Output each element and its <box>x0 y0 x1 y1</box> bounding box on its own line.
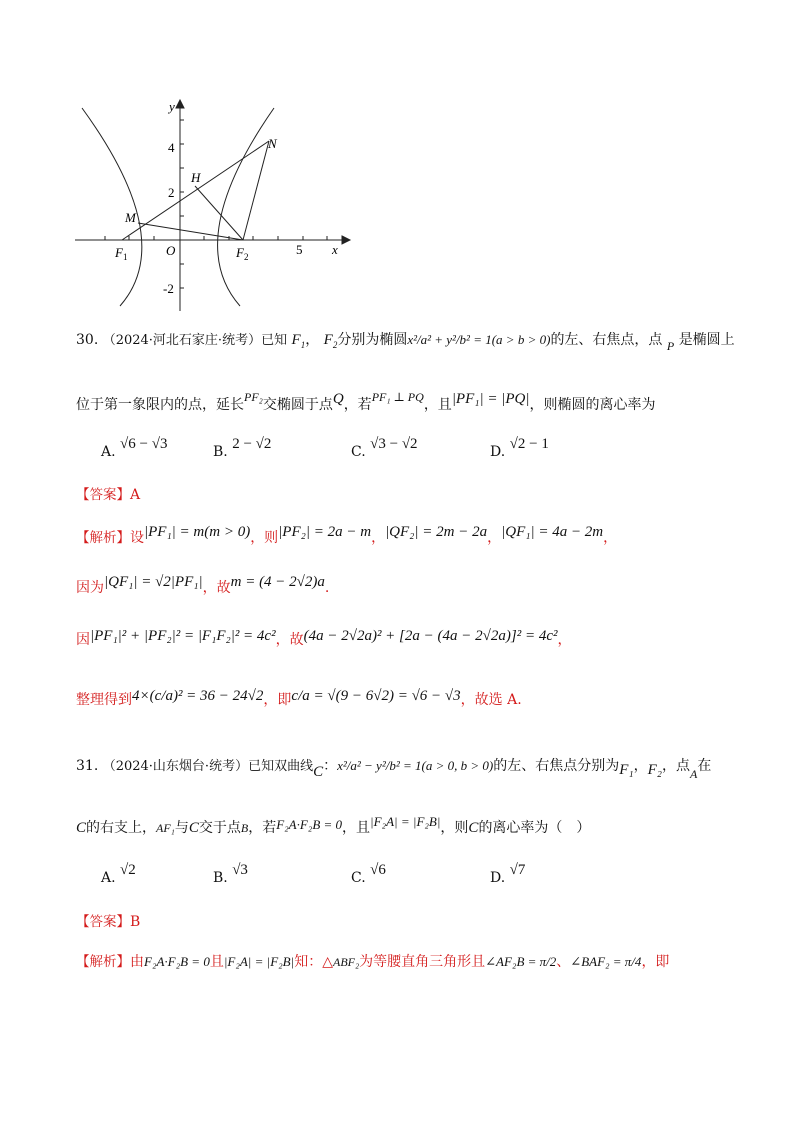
q31-line2-e: ，且 <box>342 820 371 836</box>
q30-sol1-a: 设 <box>130 530 144 546</box>
q31-abs-eq: |F₂A| = |F₂B| <box>370 814 441 829</box>
q30-point-p: P <box>666 339 675 353</box>
q31-option-b-value: √3 <box>232 862 248 878</box>
axis-label-x: x <box>332 242 338 257</box>
q31-answer <box>76 912 140 932</box>
q30-sol1-m3: |QF₂| = 2m − 2a <box>385 524 488 540</box>
q30-option-b <box>213 436 272 461</box>
q31-dot-eq: F₂A·F₂B = 0 <box>276 817 343 832</box>
q30-abs-eq: |PF₁| = |PQ| <box>451 391 530 407</box>
tick-label-y2: 2 <box>168 185 175 200</box>
q31-solution-line1 <box>76 952 669 972</box>
q30-line2 <box>76 390 656 415</box>
q31-line2-c: 交于点 <box>198 820 241 836</box>
q31-sol1-f: ，即 <box>641 954 670 970</box>
q31-option-d <box>490 862 526 887</box>
q31-sol1-m2: |F₂A| = |F₂B| <box>223 954 295 969</box>
q30-sol3-c: ， <box>557 632 572 648</box>
q30-number: 30. <box>76 332 99 348</box>
q30-sol1-m4: |QF₁| = 4a − 2m <box>501 524 604 540</box>
q31-option-c-value: √6 <box>370 862 386 878</box>
point-label-h: H <box>191 170 201 185</box>
q30-sol2-a: 因为 <box>76 580 104 596</box>
point-label-f1: $F_1$ <box>115 245 128 262</box>
q30-sol1-c: ， <box>371 530 386 546</box>
q31-option-a-value: √2 <box>120 862 136 878</box>
q31-sol1-c: 知：△ <box>294 954 333 970</box>
q30-sol1-b: ，则 <box>250 530 279 546</box>
q31-line2-c-symbol: C <box>76 820 87 836</box>
q31-sol1-a: 由 <box>130 954 144 970</box>
q31-sol1-m4: ∠AF₂B = π/2 <box>485 954 557 969</box>
q31-f1: F₁ <box>619 762 634 778</box>
q31-option-d-value: √7 <box>509 862 526 878</box>
q31-answer-tag: 【答案】 <box>76 914 130 930</box>
q30-solution-line3 <box>76 630 571 650</box>
q31-sep: ， <box>633 758 648 774</box>
axis-label-y: y <box>169 99 175 114</box>
q30-option-c <box>351 436 418 461</box>
q30-sol4-m2: c/a = √(9 − 6√2) = √6 − √3 <box>291 688 461 704</box>
q31-line2-d: ，若 <box>248 820 277 836</box>
hyperbola-figure <box>70 96 360 316</box>
q30-sol4-m1: 4×(c/a)² = 36 − 24√2 <box>132 688 264 704</box>
q31-line2-c-symbol-2: C <box>188 820 199 836</box>
q31-c: C <box>313 764 324 780</box>
q31-sol1-m5: ∠BAF₂ = π/4 <box>570 954 642 969</box>
q31-sol1-m1: F₂A·F₂B = 0 <box>144 954 210 969</box>
q30-option-a <box>101 436 168 461</box>
q31-analysis-tag: 【解析】 <box>76 954 130 970</box>
q30-line2-c: ，若 <box>343 397 372 413</box>
q30-line2-b: 交椭圆于点 <box>262 397 333 413</box>
q31-line2-b: 与 <box>174 820 189 836</box>
q31-sol1-e: 、 <box>556 954 571 970</box>
q30-sol2-m1: |QF₁| = √2|PF₁| <box>104 574 203 590</box>
q30-line1 <box>76 330 735 355</box>
q31-option-b <box>213 862 248 887</box>
q30-sol3-m2: (4a − 2√2a)² + [2a − (4a − 2√2a)]² = 4c² <box>303 628 558 644</box>
x-axis-arrow <box>342 236 350 244</box>
segment-h-f2 <box>195 186 243 240</box>
origin-label: O <box>166 243 176 258</box>
q30-f2: $F_2$ <box>323 332 338 350</box>
q30-solution-line2 <box>76 574 330 598</box>
q30-solution-line4 <box>76 690 522 710</box>
q30-answer <box>76 485 140 505</box>
q30-line2-d: ，且 <box>423 397 452 413</box>
tick-label-yneg2: -2 <box>163 281 174 296</box>
q31-line2 <box>76 814 591 838</box>
q30-analysis-tag: 【解析】 <box>76 530 130 546</box>
q30-source: （2024·河北石家庄·统考）已知 <box>102 333 288 348</box>
q30-ellipse-equation: x²/a² + y²/b² = 1(a > b > 0) <box>407 332 551 347</box>
q30-sol3-m1: |PF₁|² + |PF₂|² = |F₁F₂|² = 4c² <box>90 628 276 644</box>
q30-text-d: 是椭圆上 <box>678 332 735 348</box>
q31-line2-g: 的离心率为（ ） <box>478 820 591 836</box>
q30-perp: PF₁ ⊥ PQ <box>371 390 424 404</box>
q30-sol4-c: ，故选 A. <box>460 692 522 708</box>
q31-sol1-b: 且 <box>209 954 224 970</box>
q30-option-d <box>490 436 549 461</box>
q30-text-b: 分别为椭圆 <box>337 332 408 348</box>
q31-source: （2024·山东烟台·统考）已知双曲线 <box>102 759 314 774</box>
q31-af1: AF₁ <box>156 821 175 835</box>
q30-option-b-value: 2 − √2 <box>232 436 272 452</box>
q31-text-c: 在 <box>697 758 712 774</box>
q30-option-c-label: C. <box>351 444 366 460</box>
q30-solution-line1 <box>76 524 618 548</box>
q31-line2-c-symbol-3: C <box>468 820 479 836</box>
q31-answer-value: B <box>130 914 141 930</box>
q30-sol2-c: . <box>324 580 330 596</box>
q30-sol1-d: ， <box>487 530 502 546</box>
q31-number: 31. <box>76 758 99 774</box>
q30-pf2: PF₂ <box>244 390 263 404</box>
q30-sol1-m2: |PF₂| = 2a − m <box>278 524 372 540</box>
q30-line2-a: 位于第一象限内的点，延长 <box>76 397 244 413</box>
q31-line2-f: ，则 <box>440 820 469 836</box>
q31-line2-a: 的右支上， <box>86 820 157 836</box>
q31-pa: A <box>689 767 698 781</box>
hyperbola-left-branch <box>82 108 142 306</box>
q30-sol4-b: ，即 <box>263 692 292 708</box>
q30-sol4-a: 整理得到 <box>76 692 132 708</box>
q30-line2-e: ，则椭圆的离心率为 <box>529 397 656 413</box>
q30-sol1-m1: |PF₁| = m(m > 0) <box>144 524 251 540</box>
q31-hyperbola-equation: x²/a² − y²/b² = 1(a > 0, b > 0) <box>337 758 494 773</box>
q31-option-a-label: A. <box>101 870 116 886</box>
q31-sol1-m3: ABF₂ <box>332 955 360 969</box>
q30-sol3-a: 因 <box>76 632 90 648</box>
q30-sol1-e: ， <box>603 530 618 546</box>
q31-text-b: ，点 <box>661 758 690 774</box>
q30-sol2-m2: m = (4 − 2√2)a <box>230 574 325 590</box>
q31-option-c-label: C. <box>351 870 366 886</box>
point-label-m: M <box>125 210 136 225</box>
q30-sol3-b: ，故 <box>275 632 304 648</box>
q31-option-c <box>351 862 386 887</box>
q31-option-a <box>101 862 136 887</box>
q30-sol2-b: ，故 <box>202 580 231 596</box>
q30-text-c: 的左、右焦点，点 <box>550 332 663 348</box>
q31-f2: F₂ <box>647 762 662 778</box>
y-axis-arrow <box>176 100 184 108</box>
q30-option-c-value: √3 − √2 <box>370 436 418 452</box>
point-label-n: N <box>268 136 277 151</box>
q31-line1 <box>76 756 712 781</box>
q30-answer-value: A <box>130 487 141 503</box>
q30-option-d-label: D. <box>490 444 506 460</box>
q31-colon: ： <box>323 758 338 774</box>
q31-sol1-d: 为等腰直角三角形且 <box>359 954 486 970</box>
q30-answer-tag: 【答案】 <box>76 487 130 503</box>
q30-option-a-value: √6 − √3 <box>120 436 168 452</box>
tick-label-x5: 5 <box>296 242 303 257</box>
q30-f1: $F_1$ <box>291 332 306 350</box>
q31-text-a: 的左、右焦点分别为 <box>493 758 620 774</box>
q31-option-b-label: B. <box>213 870 228 886</box>
tick-label-y4: 4 <box>168 140 175 155</box>
axis-ticks <box>105 120 327 288</box>
q31-option-d-label: D. <box>490 870 506 886</box>
q30-option-a-label: A. <box>101 444 116 460</box>
q31-pb: B <box>240 821 249 835</box>
q30-comma: ， <box>305 332 320 348</box>
q30-q: Q <box>332 391 344 407</box>
q30-option-d-value: √2 − 1 <box>509 436 549 452</box>
point-label-f2: $F_2$ <box>236 245 249 262</box>
hyperbola-right-branch <box>218 108 274 306</box>
q30-option-b-label: B. <box>213 444 228 460</box>
